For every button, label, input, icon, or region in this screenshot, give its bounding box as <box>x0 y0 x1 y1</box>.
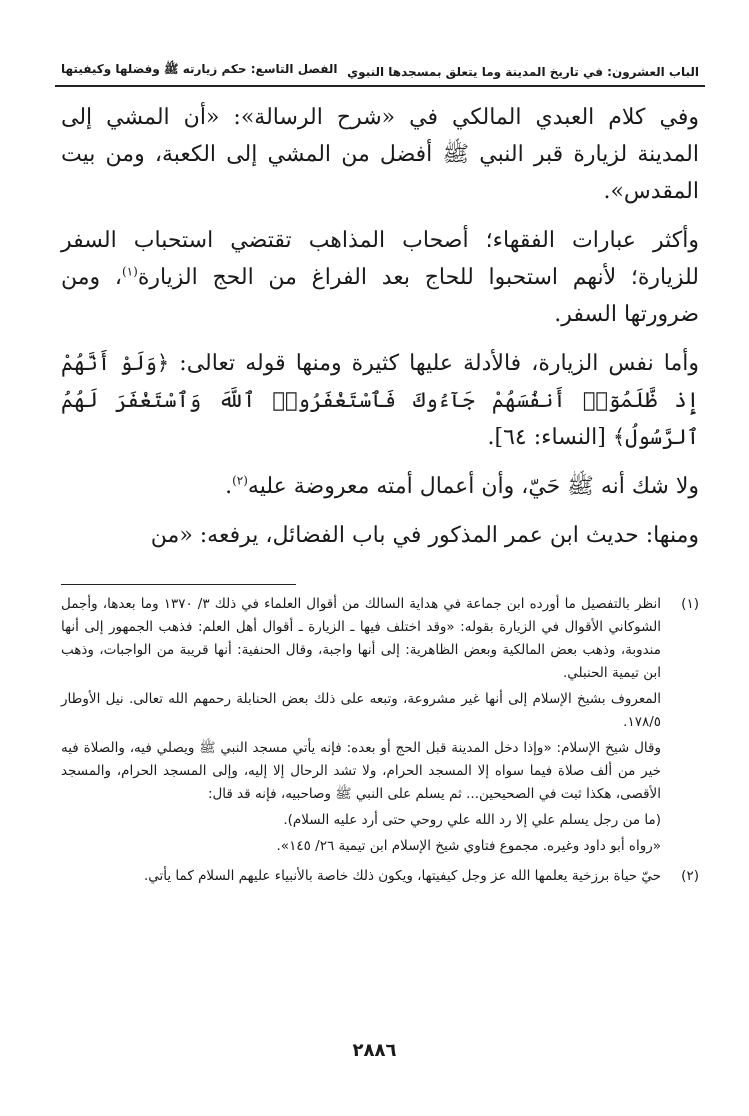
footnote-paragraph: انظر بالتفصيل ما أورده ابن جماعة في هداية السالك من أقوال العلماء في ذلك ٣/ ١٣٧٠ وما بعدها، وأجمل الشوكاني الأقوال في الزيارة بقوله: «وقد اختلف فيها ـ الزيارة ـ أقوال أهل العلم: فذهب الجمهور إلى أنها مندوبة، وذهب بعض المالكية وبعض الظاهرية: إلى أنها واجبة، وقال الحنفية: أنها قريبة من الواجبات، وذهب ابن تيمية الحنبلي. <box>61 596 662 681</box>
paragraph-4-part-b: . <box>225 474 233 499</box>
footnote-number: (١) <box>681 596 699 612</box>
footnote-number: (٢) <box>681 868 699 884</box>
footnote-paragraph: وقال شيخ الإسلام: «وإذا دخل المدينة قبل الحج أو بعده: فإنه يأتي مسجد النبي ﷺ ويصلي فيه، والصلاة فيه خير من ألف صلاة فيما سواه إلا المسجد الحرام، ولا تشد الرحال إلا إليه، وإلى المسجد الحرام، والمسجد الأقصى، هكذا ثبت في الصحيحين... ثم يسلم على النبي ﷺ وصاحبيه، فإنه قد قال: <box>61 740 661 802</box>
paragraph-2 <box>61 222 699 333</box>
footnotes <box>55 593 705 891</box>
paragraph-5: ومنها: حديث ابن عمر المذكور في باب الفضائل، يرفعه: «من <box>150 523 699 548</box>
paragraph-2-part-b: ، ومن ضرورتها السفر. <box>61 265 699 327</box>
footnote-paragraph: المعروف بشيخ الإسلام إلى أنها غير مشروعة، وتبعه على ذلك بعض الحنابلة رحمهم الله تعالى. نيل الأوطار ١٧٨/٥. <box>61 691 661 730</box>
footnote-ref-2[interactable]: (٢) <box>232 473 248 488</box>
footnote-ref-1[interactable]: (١) <box>121 264 138 279</box>
footnote-body <box>61 865 661 891</box>
quran-verse: ﴿وَلَوْ أَنَّهُمْ إِذ ظَّلَمُوٓا۟ أَنفُسَهُمْ جَآءُوكَ فَٱسْتَغْفَرُوا۟ ٱللَّهَ وَٱسْتَغْفَرَ لَهُمُ ٱلرَّسُولُ﴾ <box>61 351 699 449</box>
header-chapter: الباب العشرون: في تاريخ المدينة وما يتعلق بمسجدها النبوي <box>347 65 699 79</box>
footnote-1 <box>61 593 699 861</box>
footnote-paragraph: «رواه أبو داود وغيره. مجموع فتاوي شيخ الإسلام ابن تيمية ٢٦/ ١٤٥». <box>276 838 661 854</box>
paragraph-1: وفي كلام العبدي المالكي في «شرح الرسالة»: «أن المشي إلى المدينة لزيارة قبر النبي ﷺ أفضل من المشي إلى الكعبة، ومن بيت المقدس». <box>61 105 699 204</box>
footnote-paragraph: (ما من رجل يسلم علي إلا رد الله علي روحي حتى أرد عليه السلام). <box>283 812 661 828</box>
page-number: ٢٨٨٦ <box>352 1040 397 1061</box>
footnote-paragraph: حيّ حياة برزخية يعلمها الله عز وجل كيفيتها، ويكون ذلك خاصة بالأنبياء عليهم السلام كما يأتي. <box>143 868 661 884</box>
footnote-divider <box>61 584 296 585</box>
header-section: الفصل التاسع: حكم زيارته ﷺ وفضلها وكيفيتها <box>61 62 338 76</box>
paragraph-4-part-a: ولا شك أنه ﷺ حَيّ، وأن أعمال أمته معروضة عليه <box>247 474 699 499</box>
paragraph-3-part-b: [النساء: ٦٤]. <box>487 425 613 450</box>
footnote-body <box>61 593 661 861</box>
paragraph-3-part-a: وأما نفس الزيارة، فالأدلة عليها كثيرة ومنها قوله تعالى: <box>169 351 699 376</box>
book-page <box>55 50 705 895</box>
paragraph-4 <box>61 468 699 505</box>
running-header <box>55 50 705 87</box>
footnote-2 <box>61 865 699 891</box>
main-text <box>55 99 705 554</box>
paragraph-2-part-a: وأكثر عبارات الفقهاء؛ أصحاب المذاهب تقتضي استحباب السفر للزيارة؛ لأنهم استحبوا للحاج بعد الفراغ من الحج الزيارة <box>61 228 700 290</box>
paragraph-3 <box>61 345 699 456</box>
